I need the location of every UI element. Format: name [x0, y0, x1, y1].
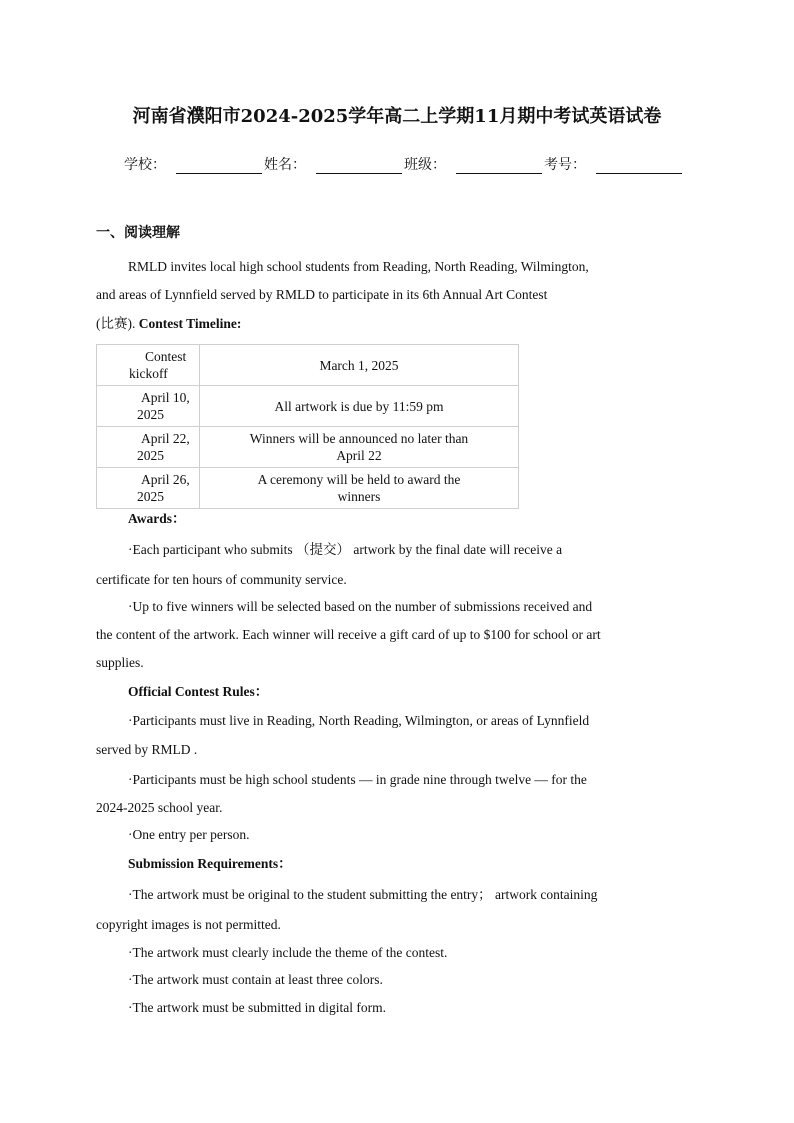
school-blank [176, 159, 262, 174]
rules-item-3: ·One entry per person. [128, 827, 250, 842]
table-row [97, 345, 519, 386]
intro-line-3 [96, 315, 241, 333]
awards-heading: Awards： [128, 511, 186, 526]
awards-item-2-line-1: ·Up to five winners will be selected based on the number of submissions received and [128, 599, 593, 614]
awards-item-2-line-2: the content of the artwork. Each winner will receive a gift card of up to $100 for school or art [96, 627, 601, 642]
timeline-desc-line-b: April 22 [336, 448, 382, 463]
timeline-date-line-a: April 22, [141, 431, 190, 446]
section-heading: 一、阅读理解 [96, 225, 180, 241]
awards-item-2-line-3: supplies. [96, 655, 144, 670]
timeline-date-cell [97, 468, 200, 509]
rules-heading: Official Contest Rules： [128, 684, 269, 699]
timeline-desc-line-a: A ceremony will be held to award the [257, 472, 461, 487]
awards-item-1-line-1: ·Each participant who submits （提交） artwork by the final date will receive a [128, 542, 563, 557]
timeline-date-cell [97, 386, 200, 427]
name-label: 姓名： [264, 157, 306, 173]
intro-line-2: and areas of Lynnfield served by RMLD to participate in its 6th Annual Art Contest [96, 287, 548, 302]
page-title: 河南省濮阳市2024-2025学年高二上学期11月期中考试英语试卷 [132, 106, 662, 127]
timeline-date-line-a: April 26, [141, 472, 190, 487]
school-label: 学校： [124, 157, 166, 173]
timeline-desc-line-b: winners [337, 489, 381, 504]
table-row [97, 427, 519, 468]
submission-item-3: ·The artwork must contain at least three colors. [128, 972, 383, 987]
number-blank [596, 159, 682, 174]
timeline-date-line-b: 2025 [137, 407, 164, 422]
class-blank [456, 159, 542, 174]
submission-item-1-line-2: copyright images is not permitted. [96, 917, 281, 932]
timeline-desc-cell [200, 386, 519, 427]
timeline-desc-cell [200, 468, 519, 509]
timeline-desc-cell [200, 345, 519, 386]
intro-line-1: RMLD invites local high school students from Reading, North Reading, Wilmington, [128, 259, 589, 274]
submission-item-2: ·The artwork must clearly include the theme of the contest. [128, 945, 448, 960]
timeline-date-line-a: Contest [145, 349, 187, 364]
rules-item-1-line-1: ·Participants must live in Reading, North Reading, Wilmington, or areas of Lynnfield [128, 713, 590, 728]
timeline-date-cell [97, 345, 200, 386]
submission-item-4: ·The artwork must be submitted in digital form. [128, 1000, 386, 1015]
timeline-desc-line-a: March 1, 2025 [319, 357, 399, 373]
timeline-table [96, 344, 519, 509]
timeline-desc-line-a: Winners will be announced no later than [249, 431, 469, 446]
number-label: 考号： [544, 157, 586, 173]
student-info-line [124, 154, 684, 174]
rules-item-2-line-2: 2024-2025 school year. [96, 800, 223, 815]
table-row [97, 468, 519, 509]
class-label: 班级： [404, 157, 446, 173]
timeline-date-line-b: 2025 [137, 448, 164, 463]
intro-line-3-prefix: (比赛). [96, 316, 139, 331]
timeline-date-line-b: 2025 [137, 489, 164, 504]
timeline-desc-cell [200, 427, 519, 468]
rules-item-2-line-1: ·Participants must be high school students — in grade nine through twelve — for the [128, 772, 587, 787]
timeline-date-cell [97, 427, 200, 468]
submission-heading: Submission Requirements： [128, 856, 292, 871]
name-blank [316, 159, 402, 174]
rules-item-1-line-2: served by RMLD . [96, 742, 198, 757]
awards-item-1-line-2: certificate for ten hours of community service. [96, 572, 347, 587]
timeline-date-line-b: kickoff [129, 366, 168, 381]
timeline-date-line-a: April 10, [141, 390, 190, 405]
submission-item-1-line-1: ·The artwork must be original to the student submitting the entry； artwork containing [128, 887, 598, 902]
contest-timeline-label: Contest Timeline: [138, 316, 242, 331]
table-row [97, 386, 519, 427]
timeline-desc-line-a: All artwork is due by 11:59 pm [274, 398, 444, 414]
